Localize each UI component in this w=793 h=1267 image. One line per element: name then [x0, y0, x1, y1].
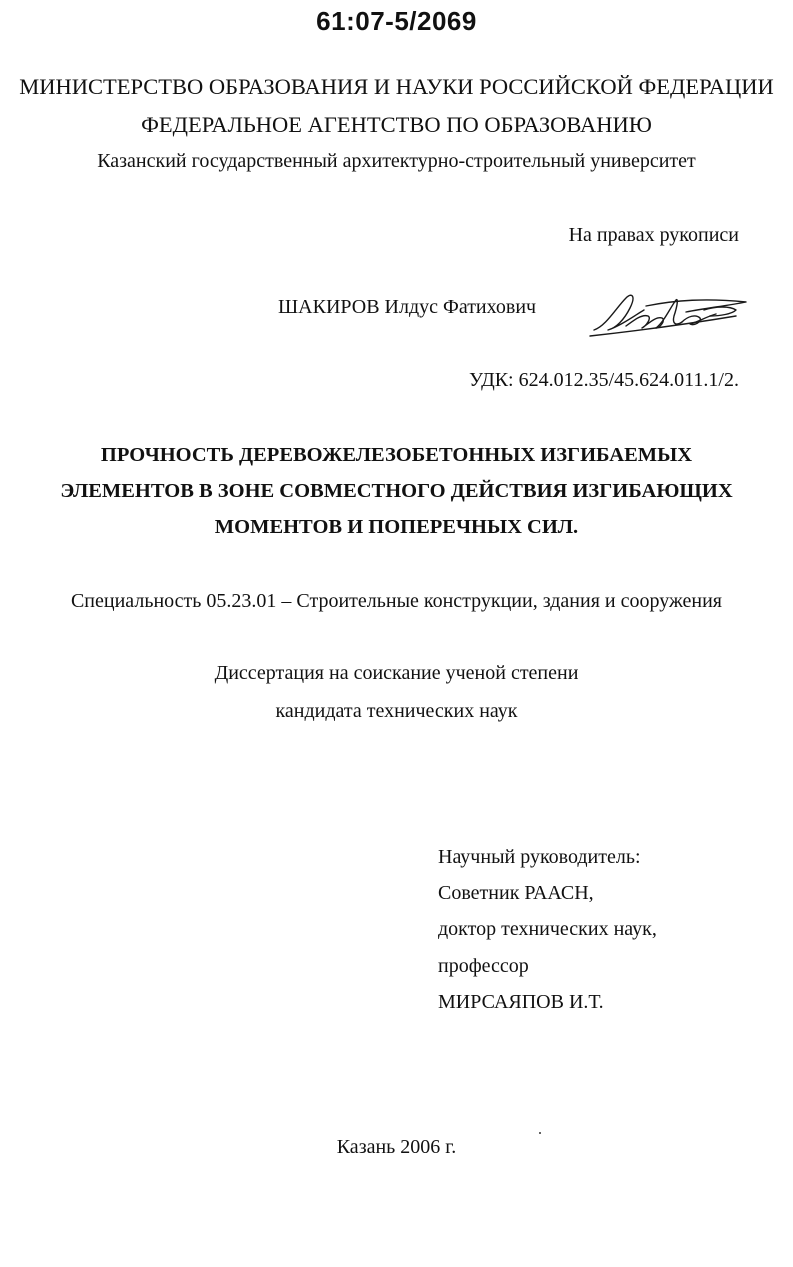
advisor-title-3: профессор: [438, 955, 529, 977]
archive-code: 61:07-5/2069: [316, 6, 477, 36]
dissertation-title-line-3: МОМЕНТОВ И ПОПЕРЕЧНЫХ СИЛ.: [214, 516, 579, 538]
dissertation-degree-line-2: кандидата технических наук: [275, 700, 518, 722]
author-signature: [586, 286, 756, 346]
udk-code: УДК: 624.012.35/45.624.011.1/2.: [468, 369, 739, 391]
agency-heading: ФЕДЕРАЛЬНОЕ АГЕНТСТВО ПО ОБРАЗОВАНИЮ: [141, 112, 652, 137]
dissertation-title-line-1: ПРОЧНОСТЬ ДЕРЕВОЖЕЛЕЗОБЕТОННЫХ ИЗГИБАЕМЫХ: [100, 444, 693, 466]
university-name: Казанский государственный архитектурно-строительный университет: [97, 150, 696, 172]
author-name: ШАКИРОВ Илдус Фатихович: [278, 296, 537, 318]
advisor-title-1: Советник РААСН,: [438, 882, 594, 904]
city-year: Казань 2006 г.: [336, 1136, 457, 1158]
dissertation-title-line-2: ЭЛЕМЕНТОВ В ЗОНЕ СОВМЕСТНОГО ДЕЙСТВИЯ ИЗГИБАЮЩИХ: [60, 480, 733, 502]
ministry-heading: МИНИСТЕРСТВО ОБРАЗОВАНИЯ И НАУКИ РОССИЙСКОЙ ФЕДЕРАЦИИ: [19, 74, 774, 99]
advisor-name: МИРСАЯПОВ И.Т.: [438, 991, 604, 1013]
dissertation-degree-line-1: Диссертация на соискание ученой степени: [214, 662, 579, 684]
scan-speck: [539, 1132, 541, 1134]
manuscript-rights-note: На правах рукописи: [568, 224, 739, 246]
advisor-title-2: доктор технических наук,: [438, 918, 657, 940]
advisor-label: Научный руководитель:: [438, 846, 641, 868]
specialty-line: Специальность 05.23.01 – Строительные конструкции, здания и сооружения: [70, 590, 723, 612]
